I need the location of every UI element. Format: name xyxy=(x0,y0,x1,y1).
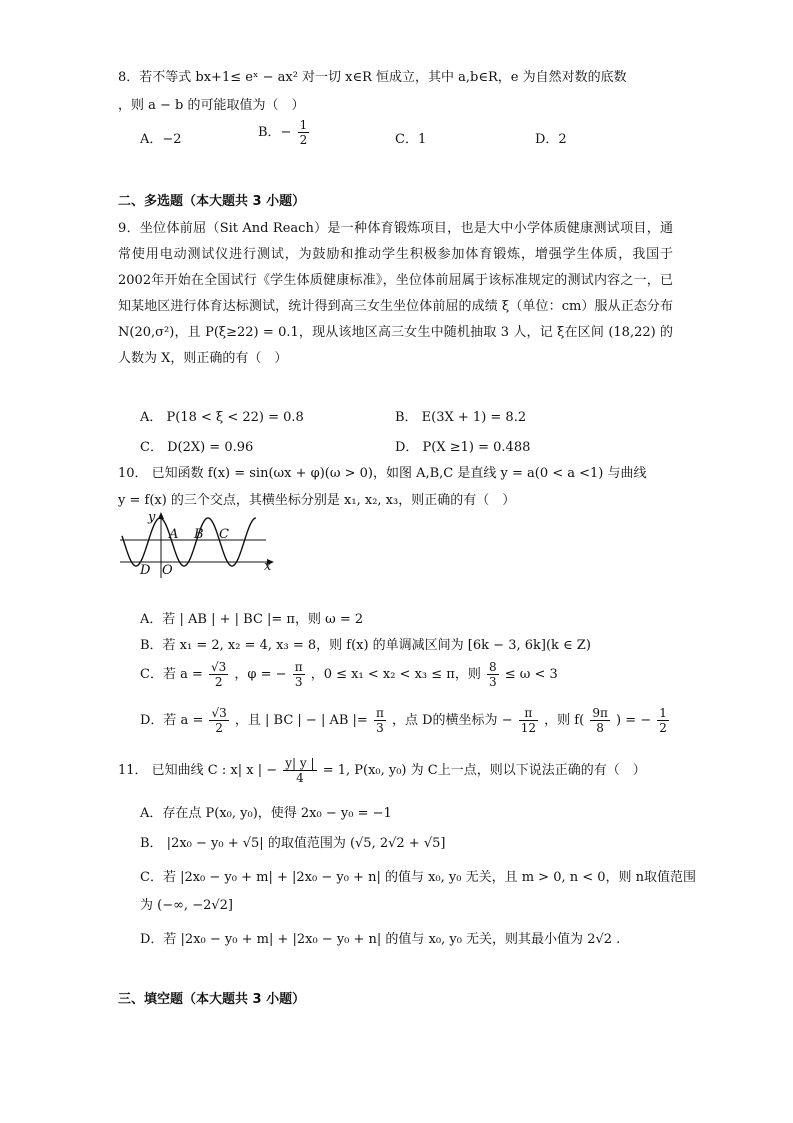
q11-option-b: B． |2x₀ − y₀ + √5| 的取值范围为 (√5, 2√2 + √5] xyxy=(140,836,446,851)
q11-stem xyxy=(118,756,646,785)
q11-option-d: D．若 |2x₀ − y₀ + m| + |2x₀ − y₀ + n| 的值与 x₀, y₀ 无关，则其最小值为 2√2 . xyxy=(140,932,621,947)
q10-option-d-text: ) = − xyxy=(616,713,652,728)
q8-stem-line2: ，则 a − b 的可能取值为（ ） xyxy=(118,98,305,113)
q10-option-c-text: C．若 a = xyxy=(140,667,203,682)
q9-option-d: D． P(X ≥1) = 0.488 xyxy=(395,440,531,455)
q11-stem-text: 11． 已知曲线 C : x| x | − xyxy=(118,763,278,778)
q9-option-a: A． P(18 < ξ < 22) = 0.8 xyxy=(140,410,304,425)
fraction-denominator: 3 xyxy=(376,721,384,735)
fraction-numerator: π xyxy=(519,706,538,721)
fraction-numerator: 1 xyxy=(659,706,667,720)
fraction-numerator: π xyxy=(294,660,303,674)
fraction-denominator: 12 xyxy=(520,721,537,735)
q10-option-c-text: ，φ = − xyxy=(234,667,287,682)
fraction xyxy=(519,706,538,735)
q10-sine-graph xyxy=(118,508,278,580)
fraction xyxy=(283,756,316,785)
q8-stem-line1: 8．若不等式 bx+1≤ eˣ − ax² 对一切 x∈R 恒成立，其中 a,b∈R，e 为自然对数的底数 xyxy=(118,70,627,85)
q10-stem-line2: y = f(x) 的三个交点，其横坐标分别是 x₁, x₂, x₃，则正确的有（ ） xyxy=(118,493,516,508)
fraction-denominator: 8 xyxy=(596,721,604,735)
graph-label-y: y xyxy=(148,510,156,525)
q10-option-d-text: D．若 a = xyxy=(140,713,204,728)
fraction-denominator: 3 xyxy=(294,675,303,689)
q10-option-a: A．若 | AB | + | BC |= π，则 ω = 2 xyxy=(140,612,364,627)
fraction-denominator: 3 xyxy=(488,675,497,689)
q11-option-c-line1: C．若 |2x₀ − y₀ + m| + |2x₀ − y₀ + n| 的值与 x₀, y₀ 无关，且 m > 0, n < 0，则 n取值范围 xyxy=(140,870,697,885)
q11-option-a: A．存在点 P(x₀, y₀)，使得 2x₀ − y₀ = −1 xyxy=(140,806,392,821)
sine-curve xyxy=(122,518,256,566)
q8-option-a: A．−2 xyxy=(140,132,182,147)
q9-stem: 9．坐位体前屈（Sit And Reach）是一种体育锻炼项目，也是大中小学体质健康测试项目，通常使用电动测试仪进行测试，为鼓励和推动学生积极参加体育锻炼，增强学生体质，我国于 2002年开始在全国试行《学生体质健康标准》，坐位体前屈属于该标准规定的测试内容之一，已知某地区进行体育达标测试，统计得到高三女生坐位体前屈的成绩 ξ（单位：cm）服从正态分布 N(20,σ²)，且 P(ξ≥22) = 0.1，现从该地区高三女生中随机抽取 3 人，记 ξ在区间 (18,22) 的人数为 X，则正确的有（ ） xyxy=(118,221,673,366)
section-heading-multiple-choice: 二、多选题（本大题共 3 小题） xyxy=(118,194,306,209)
fraction xyxy=(487,660,499,689)
q8-option-c: C．1 xyxy=(395,132,427,147)
fraction-denominator: 2 xyxy=(659,721,667,735)
q10-option-d xyxy=(140,706,671,735)
q10-option-d-text: ，点 D的横坐标为 − xyxy=(392,713,513,728)
q10-option-b: B．若 x₁ = 2, x₂ = 4, x₃ = 8，则 f(x) 的单调减区间为 [6k − 3, 6k](k ∈ Z) xyxy=(140,638,591,653)
fraction xyxy=(374,706,386,735)
fraction-numerator: √3 xyxy=(211,660,227,674)
section-heading-fill-in: 三、填空题（本大题共 3 小题） xyxy=(118,992,306,1007)
q10-option-c-text: ≤ ω < 3 xyxy=(504,667,558,682)
fraction xyxy=(209,660,228,689)
fraction-denominator: 2 xyxy=(299,133,308,147)
q8-option-b-fraction xyxy=(298,118,310,147)
fraction-numerator: 9π xyxy=(592,706,608,720)
fraction xyxy=(590,706,610,735)
q10-option-d-text: ，且 | BC | − | AB |= xyxy=(234,713,368,728)
fraction xyxy=(209,706,228,735)
q10-option-d-text: ，则 f( xyxy=(544,713,585,728)
graph-label-a: A xyxy=(169,527,179,542)
q10-stem-line1: 10． 已知函数 f(x) = sin(ωx + φ)(ω > 0)，如图 A,B,C 是直线 y = a(0 < a <1) 与曲线 xyxy=(118,466,647,481)
q9-option-c: C． D(2X) = 0.96 xyxy=(140,440,254,455)
fraction-numerator: √3 xyxy=(211,706,227,720)
q11-stem-text: = 1, P(x₀, y₀) 为 C上一点，则以下说法正确的有（ ） xyxy=(322,763,646,778)
graph-label-b: B xyxy=(194,527,204,542)
fraction-denominator: 2 xyxy=(215,721,223,735)
fraction xyxy=(293,660,305,689)
fraction-denominator: 4 xyxy=(296,771,304,785)
fraction-numerator: y| y | xyxy=(285,756,315,770)
q10-option-c-text: ，0 ≤ x₁ < x₂ < x₃ ≤ π，则 xyxy=(310,667,481,682)
fraction-numerator: 1 xyxy=(299,118,308,132)
fraction-numerator: 8 xyxy=(488,660,497,674)
graph-label-o: O xyxy=(162,563,173,578)
q11-option-c-line2: 为 (−∞, −2√2] xyxy=(140,898,233,913)
graph-label-d: D xyxy=(140,563,151,578)
graph-label-c: C xyxy=(219,527,229,542)
q8-option-b xyxy=(258,118,311,147)
q10-option-c xyxy=(140,660,558,689)
fraction xyxy=(657,706,669,735)
q8-option-d: D．2 xyxy=(535,132,567,147)
q9-option-b: B． E(3X + 1) = 8.2 xyxy=(395,410,527,425)
q8-option-b-label: B．− xyxy=(258,125,292,140)
fraction-numerator: π xyxy=(375,706,384,720)
fraction-denominator: 2 xyxy=(214,675,223,689)
graph-label-x: x xyxy=(264,559,272,574)
